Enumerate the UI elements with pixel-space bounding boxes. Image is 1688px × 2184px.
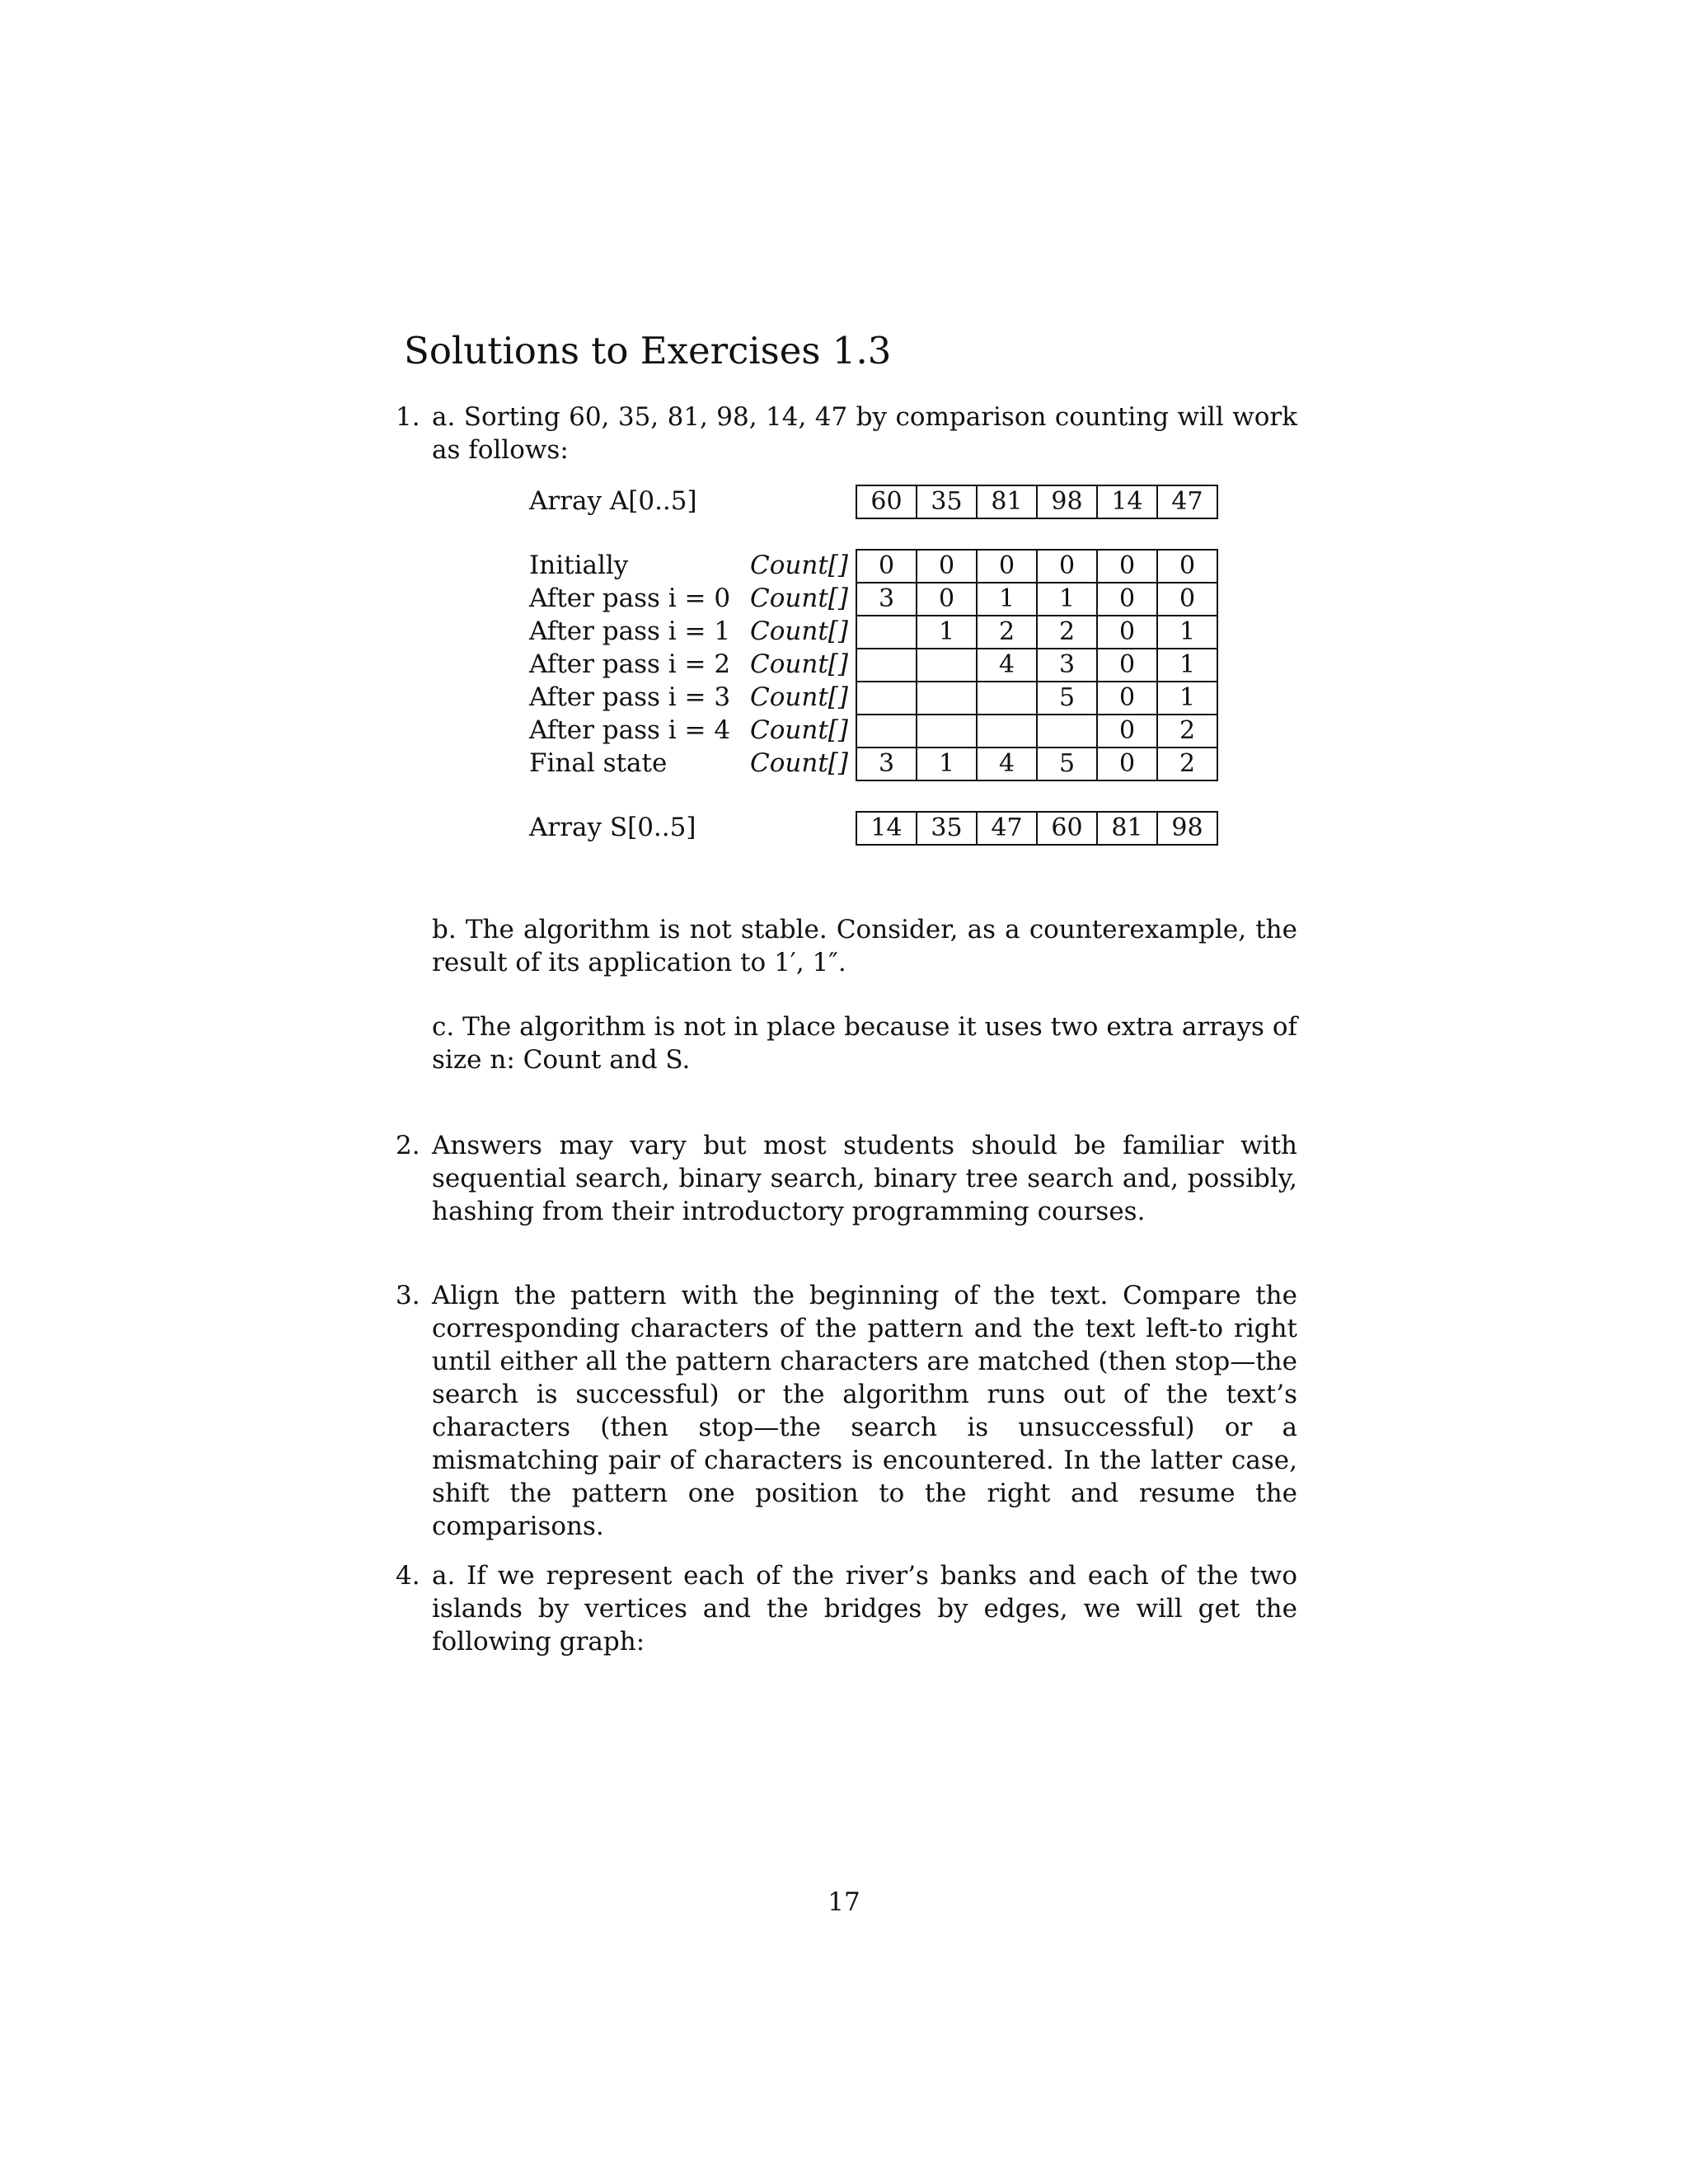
exercise-4-number: 4. (396, 1561, 420, 1591)
count-cell: 1 (1157, 616, 1217, 649)
count-cell: 0 (1037, 550, 1097, 583)
count-cell: 5 (1037, 682, 1097, 715)
count-table-row (856, 583, 1217, 616)
count-cell: 0 (1097, 649, 1157, 682)
count-cell: 1 (1157, 649, 1217, 682)
count-cell: 0 (1157, 550, 1217, 583)
count-cell: 4 (977, 649, 1037, 682)
count-cell (856, 682, 917, 715)
count-array-label: Count[] (750, 583, 848, 613)
exercise-1-number: 1. (396, 402, 420, 432)
count-cell (917, 649, 977, 682)
count-cell (856, 715, 917, 748)
count-cell: 0 (1157, 583, 1217, 616)
count-cell (917, 682, 977, 715)
count-array-label: Count[] (750, 715, 848, 745)
array-s-cell: 98 (1157, 812, 1217, 845)
array-s-cell: 81 (1097, 812, 1157, 845)
array-a-cell: 81 (977, 485, 1037, 518)
page-number: 17 (828, 1887, 860, 1917)
count-cell (977, 715, 1037, 748)
array-a-cell: 98 (1037, 485, 1097, 518)
count-cell: 0 (1097, 583, 1157, 616)
count-array-label: Count[] (750, 682, 848, 712)
count-cell (917, 715, 977, 748)
count-cell: 2 (1157, 748, 1217, 780)
count-cell: 0 (856, 550, 917, 583)
array-s-cell: 47 (977, 812, 1037, 845)
array-a-cell: 47 (1157, 485, 1217, 518)
count-cell: 3 (1037, 649, 1097, 682)
count-row-label: Initially (529, 551, 629, 580)
count-cell (977, 682, 1037, 715)
exercise-2-text: Answers may vary but most students should be familiar with sequential search, binary search, binary tree search and, possibly, hashing from their introductory programming courses. (432, 1131, 1297, 1226)
array-a-label: Array A[0..5] (529, 486, 697, 516)
count-cell: 1 (1157, 682, 1217, 715)
exercise-1a-text: a. Sorting 60, 35, 81, 98, 14, 47 by comparison counting will work as follows: (432, 402, 1297, 465)
count-cell: 3 (856, 583, 917, 616)
count-table-row (856, 748, 1217, 780)
count-cell (1037, 715, 1097, 748)
count-table-row (856, 550, 1217, 583)
count-cell: 1 (977, 583, 1037, 616)
count-cell: 0 (1097, 748, 1157, 780)
count-cell: 0 (1097, 682, 1157, 715)
exercise-1c-text: c. The algorithm is not in place because it uses two extra arrays of size n: Count and S. (432, 1012, 1297, 1075)
count-array-label: Count[] (750, 551, 848, 580)
count-cell: 2 (1157, 715, 1217, 748)
exercise-1b-text: b. The algorithm is not stable. Consider, as a counterexample, the result of its application to 1′, 1″. (432, 915, 1297, 977)
count-row-label: After pass i = 2 (529, 649, 731, 679)
count-cell: 0 (917, 550, 977, 583)
section-heading: Solutions to Exercises 1.3 (404, 329, 892, 373)
count-cell: 0 (1097, 550, 1157, 583)
count-table-row (856, 682, 1217, 715)
count-cell: 0 (977, 550, 1037, 583)
exercise-4a-text: a. If we represent each of the river’s banks and each of the two islands by vertices and the bridges by edges, we will get the following graph: (432, 1561, 1297, 1657)
count-cell: 3 (856, 748, 917, 780)
count-cell: 1 (917, 616, 977, 649)
count-cell (856, 649, 917, 682)
array-s-cell: 35 (917, 812, 977, 845)
array-s-table (856, 811, 1218, 846)
count-cell: 0 (1097, 616, 1157, 649)
count-array-label: Count[] (750, 748, 848, 778)
count-cell: 2 (1037, 616, 1097, 649)
count-cell: 1 (917, 748, 977, 780)
array-s-label: Array S[0..5] (529, 813, 696, 842)
count-row-label: After pass i = 4 (529, 715, 731, 745)
count-table-row (856, 649, 1217, 682)
array-a-cell: 14 (1097, 485, 1157, 518)
count-row-label: Final state (529, 748, 668, 778)
count-array-label: Count[] (750, 649, 848, 679)
array-a-cell: 60 (856, 485, 917, 518)
count-row-label: After pass i = 0 (529, 583, 731, 613)
array-a-table (856, 485, 1218, 519)
count-array-label: Count[] (750, 616, 848, 646)
exercise-3-text: Align the pattern with the beginning of the text. Compare the corresponding characters of the pattern and the text left-to right until either all the pattern characters are matched (then stop—the search is successful) or the algorithm runs out of the text’s characters (then stop—the search is unsuccessful) or a mismatching pair of characters is encountered. In the latter case, shift the pattern one position to the right and resume the comparisons. (432, 1281, 1297, 1541)
array-s-cell: 14 (856, 812, 917, 845)
count-cell: 2 (977, 616, 1037, 649)
count-row-label: After pass i = 3 (529, 682, 731, 712)
count-cell: 0 (917, 583, 977, 616)
exercise-3-number: 3. (396, 1281, 420, 1310)
count-table-row (856, 616, 1217, 649)
count-row-label: After pass i = 1 (529, 616, 731, 646)
array-s-cell: 60 (1037, 812, 1097, 845)
count-table-row (856, 715, 1217, 748)
count-cell (856, 616, 917, 649)
exercise-2-number: 2. (396, 1131, 420, 1160)
count-cell: 1 (1037, 583, 1097, 616)
count-table (856, 549, 1218, 781)
count-cell: 5 (1037, 748, 1097, 780)
count-cell: 4 (977, 748, 1037, 780)
count-cell: 0 (1097, 715, 1157, 748)
array-a-cell: 35 (917, 485, 977, 518)
